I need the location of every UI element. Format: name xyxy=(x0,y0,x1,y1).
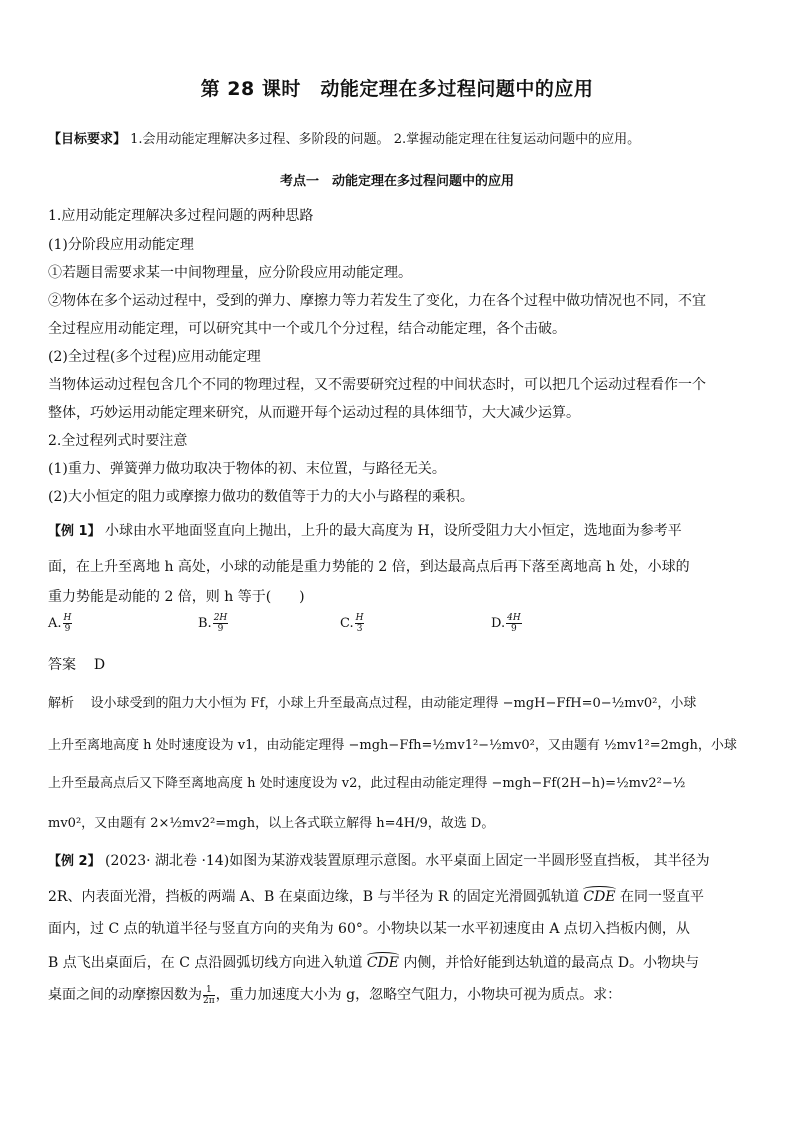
goal-text: 1.会用动能定理解决多过程、多阶段的问题。 2.掌握动能定理在往复运动问题中的应用。 xyxy=(130,132,641,147)
choice-c[interactable]: C. $\frac{H}{3}$ xyxy=(340,613,364,634)
paragraph: (1)分阶段应用动能定理 xyxy=(48,237,194,253)
page-title: 第 28 课时 动能定理在多过程问题中的应用 xyxy=(200,78,594,100)
example2-source: (2023· 湖北卷 ·14) xyxy=(105,853,230,869)
example2-line: B 点飞出桌面后，在 C 点沿圆弧切线方向进入轨道 CDE 内侧，并恰好能到达轨道的最高点 D。小物块与 xyxy=(48,955,700,971)
choice-d[interactable]: D. $\frac{4H}{9}$ xyxy=(491,613,521,634)
example2-line: 2R、内表面光滑，挡板的两端 A、B 在桌面边缘，B 与半径为 R 的固定光滑圆弧轨道 CDE 在同一竖直平 xyxy=(48,889,704,905)
analysis-line xyxy=(48,692,748,711)
section-title: 考点一 动能定理在多过程问题中的应用 xyxy=(279,174,514,189)
paragraph: 2.全过程列式时要注意 xyxy=(48,433,188,449)
mu-fraction: $\frac{1}{2\pi}$ xyxy=(203,984,215,1006)
paragraph: ①若题目需要求某一中间物理量，应分阶段应用动能定理。 xyxy=(48,265,412,281)
example2-line xyxy=(48,850,748,870)
paragraph: 1.应用动能定理解决多过程问题的两种思路 xyxy=(48,208,314,224)
paragraph: 当物体运动过程包含几个不同的物理过程，又不需要研究过程的中间状态时，可以把几个运动过程看作一个 xyxy=(48,377,706,393)
paragraph: (2)大小恒定的阻力或摩擦力做功的数值等于力的大小与路程的乘积。 xyxy=(48,489,474,505)
choice-a[interactable]: A. $\frac{H}{9}$ xyxy=(48,613,72,634)
example1-text: 小球由水平地面竖直向上抛出，上升的最大高度为 H，设所受阻力大小恒定，选地面为参考平 xyxy=(105,523,682,539)
answer-line xyxy=(48,654,748,674)
paragraph: (2)全过程(多个过程)应用动能定理 xyxy=(48,349,261,365)
example2-tag: 【例 2】 xyxy=(48,854,101,869)
example1-tag: 【例 1】 xyxy=(48,524,101,539)
paragraph: ②物体在多个运动过程中，受到的弹力、摩擦力等力若发生了变化，力在各个过程中做功情况也不同，不宜 xyxy=(48,293,706,309)
example2-line: 面内，过 C 点的轨道半径与竖直方向的夹角为 60°。小物块以某一水平初速度由 A 点切入挡板内侧，从 xyxy=(48,921,690,937)
example2-text: 如图为某游戏装置原理示意图。水平桌面上固定一半圆形竖直挡板， 其半径为 xyxy=(229,853,710,869)
analysis-line: 上升至最高点后又下降至离地高度 h 处时速度设为 v2，此过程由动能定理得 −mgh−Ff(2H−h)=½mv2²−½ xyxy=(48,776,686,791)
example1-line: 重力势能是动能的 2 倍，则 h 等于( ) xyxy=(48,589,305,605)
analysis-text: 设小球受到的阻力大小恒为 Ff，小球上升至最高点过程，由动能定理得 −mgH−FfH=0−½mv0²，小球 xyxy=(90,696,697,711)
learning-goals xyxy=(48,128,748,147)
example1-line xyxy=(48,520,748,540)
example1-line: 面，在上升至离地 h 高处，小球的动能是重力势能的 2 倍，到达最高点后再下落至离地高 h 处，小球的 xyxy=(48,559,690,575)
paragraph: 全过程应用动能定理，可以研究其中一个或几个分过程，结合动能定理，各个击破。 xyxy=(48,321,566,337)
answer-label: 答案 xyxy=(48,657,76,673)
analysis-line: mv0²，又由题有 2×½mv2²=mgh，以上各式联立解得 h=4H/9，故选 D。 xyxy=(48,816,495,831)
choice-b[interactable]: B. $\frac{2H}{9}$ xyxy=(198,613,228,634)
goal-tag: 【目标要求】 xyxy=(48,132,127,147)
paragraph: 整体，巧妙运用动能定理来研究，从而避开每个运动过程的具体细节，大大减少运算。 xyxy=(48,405,580,421)
analysis-line: 上升至离地高度 h 处时速度设为 v1，由动能定理得 −mgh−Ffh=½mv1²−½mv0²，又由题有 ½mv1²=2mgh，小球 xyxy=(48,738,737,753)
analysis-label: 解析 xyxy=(48,696,75,711)
paragraph: (1)重力、弹簧弹力做功取决于物体的初、末位置，与路径无关。 xyxy=(48,461,446,477)
arc-cde: CDE xyxy=(583,889,616,905)
example2-line: 桌面之间的动摩擦因数为 $\frac{1}{2\pi}$ ，重力加速度大小为 g，忽略空气阻力，小物块可视为质点。求： xyxy=(48,984,622,1006)
answer-value: D xyxy=(93,657,106,673)
arc-cde: CDE xyxy=(366,955,399,971)
